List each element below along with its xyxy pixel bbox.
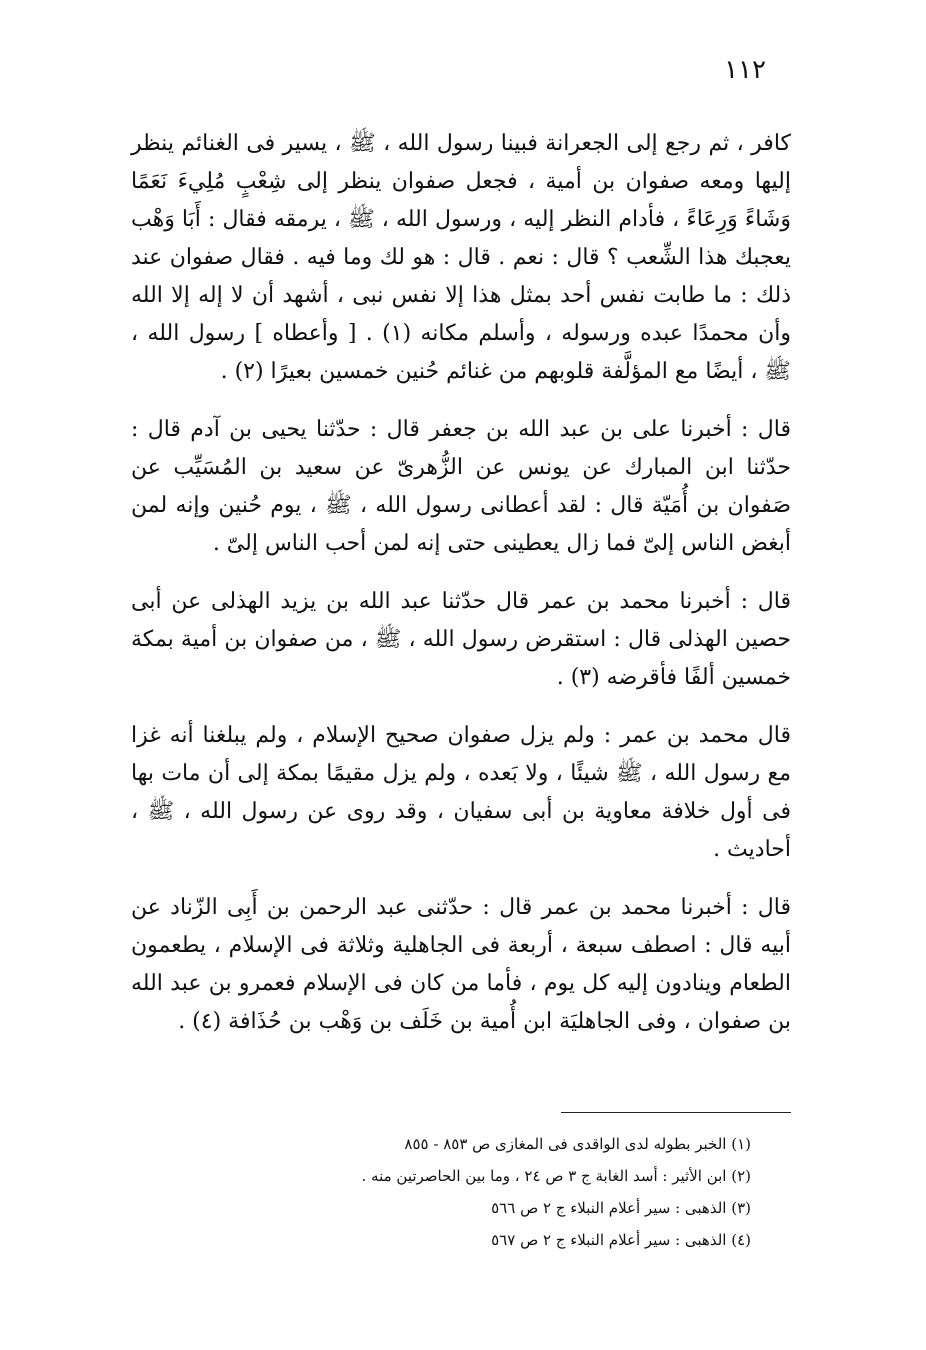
footnote-2: (٢) ابن الأثير : أسد الغابة ج ٣ ص ٢٤ ، وما بين الحاصرتين منه .: [361, 1167, 751, 1185]
paragraph-1: كافر ، ثم رجع إلى الجعرانة فبينا رسول الله ، ﷺ ، يسير فى الغنائم ينظر إليها ومعه صفوان بن أمية ، فجعل صفوان ينظر إلى شِعْبٍ مُلِيءَ نَعَمًا وَشَاءً وَرِعَاءً ، فأدام النظر إليه ، ورسول الله ، ﷺ ، يرمقه فقال : أَبَا وَهْب يعجبك هذا الشِّعب ؟ قال : نعم . قال : هو لك وما فيه . فقال صفوان عند ذلك : ما طابت نفس أحد بمثل هذا إلا نفس نبى ، أشهد أن لا إله إلا الله وأن محمدًا عبده ورسوله ، وأسلم مكانه (١) . [ وأعطاه ] رسول الله ، ﷺ ، أيضًا مع المؤلَّفة قلوبهم من غنائم حُنين خمسين بعيرًا (٢) .: [131, 131, 791, 384]
paragraph-4: قال محمد بن عمر : ولم يزل صفوان صحيح الإسلام ، ولم يبلغنا أنه غزا مع رسول الله ، ﷺ شيئًا ، ولا بَعده ، ولم يزل مقيمًا بمكة إلى أن مات بها فى أول خلافة معاوية بن أبى سفيان ، وقد روى عن رسول الله ، ﷺ ، أحاديث .: [131, 723, 791, 862]
footnote-4: (٤) الذهبى : سير أعلام النبلاء ج ٢ ص ٥٦٧: [491, 1231, 751, 1249]
paragraph-2: قال : أخبرنا على بن عبد الله بن جعفر قال : حدّثنا يحيى بن آدم قال : حدّثنا ابن المبارك عن يونس عن الزُّهرىّ عن سعيد بن المُسَيِّب عن صَفوان بن أُمَيّة قال : لقد أعطانى رسول الله ، ﷺ ، يوم حُنين وإنه لمن أبغض الناس إلىّ فما زال يعطينى حتى إنه لمن أحب الناس إلىّ .: [131, 417, 791, 556]
footnote-divider: [561, 1112, 791, 1113]
footnote-3: (٣) الذهبى : سير أعلام النبلاء ج ٢ ص ٥٦٦: [491, 1199, 751, 1217]
page-number: ١١٢: [724, 55, 766, 85]
footnotes: [151, 1128, 751, 1256]
paragraph-3: قال : أخبرنا محمد بن عمر قال حدّثنا عبد الله بن يزيد الهذلى عن أبى حصين الهذلى قال : استقرض رسول الله ، ﷺ ، من صفوان بن أمية بمكة خمسين ألفًا فأقرضه (٣) .: [131, 589, 791, 690]
footnote-1: (١) الخبر بطوله لدى الواقدى فى المغازى ص ٨٥٣ - ٨٥٥: [404, 1135, 751, 1153]
main-text: [131, 125, 791, 1061]
paragraph-5: قال : أخبرنا محمد بن عمر قال : حدّثنى عبد الرحمن بن أَبِى الزّناد عن أبيه قال : اصطف سبعة ، أربعة فى الجاهلية وثلاثة فى الإسلام ، يطعمون الطعام وينادون إليه كل يوم ، فأما من كان فى الإسلام فعمرو بن عبد الله بن صفوان ، وفى الجاهليَة ابن أُمية بن خَلَف بن وَهْب بن حُذَافة (٤) .: [131, 895, 791, 1034]
